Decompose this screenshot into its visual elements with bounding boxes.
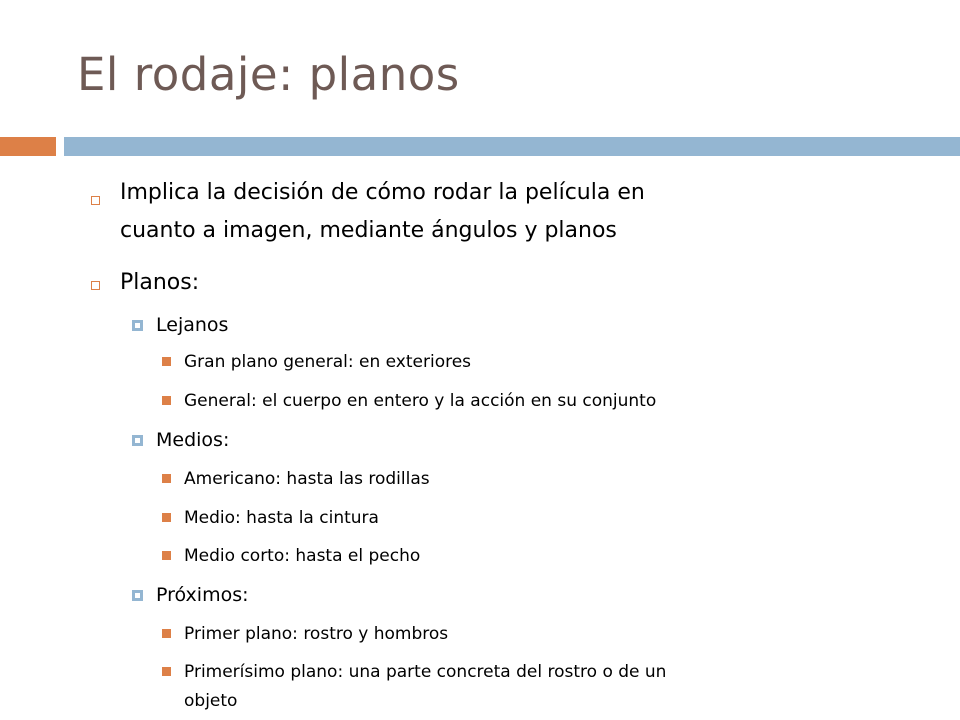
filled-square-bullet-icon [162, 474, 171, 483]
filled-square-bullet-icon [162, 396, 171, 405]
bullet-gran-plano: Gran plano general: en exteriores [184, 352, 472, 372]
bullet-implica-line2: cuanto a imagen, mediante ángulos y planos [120, 218, 617, 243]
bullet-medio: Medio: hasta la cintura [184, 508, 379, 528]
filled-square-bullet-icon [162, 629, 171, 638]
bullet-primerisimo-line2: objeto [184, 691, 238, 711]
bullet-primer-plano: Primer plano: rostro y hombros [184, 624, 449, 644]
boxed-square-bullet-icon [132, 435, 143, 446]
filled-square-bullet-icon [162, 551, 171, 560]
bullet-lejanos: Lejanos [156, 314, 229, 336]
bullet-general: General: el cuerpo en entero y la acción en su conjunto [184, 391, 657, 411]
boxed-square-bullet-icon [132, 590, 143, 601]
bullet-implica-line1: Implica la decisión de cómo rodar la película en [120, 180, 645, 205]
slide-title: El rodaje: planos [77, 48, 460, 101]
filled-square-bullet-icon [162, 513, 171, 522]
hollow-square-bullet-icon [91, 281, 100, 290]
filled-square-bullet-icon [162, 357, 171, 366]
bullet-proximos: Próximos: [156, 584, 249, 606]
filled-square-bullet-icon [162, 667, 171, 676]
bullet-medio-corto: Medio corto: hasta el pecho [184, 546, 421, 566]
bullet-planos: Planos: [120, 270, 200, 295]
bullet-primerisimo-line1: Primerísimo plano: una parte concreta del rostro o de un [184, 662, 667, 682]
hollow-square-bullet-icon [91, 196, 100, 205]
bullet-americano: Americano: hasta las rodillas [184, 469, 430, 489]
bullet-medios: Medios: [156, 429, 230, 451]
boxed-square-bullet-icon [132, 320, 143, 331]
